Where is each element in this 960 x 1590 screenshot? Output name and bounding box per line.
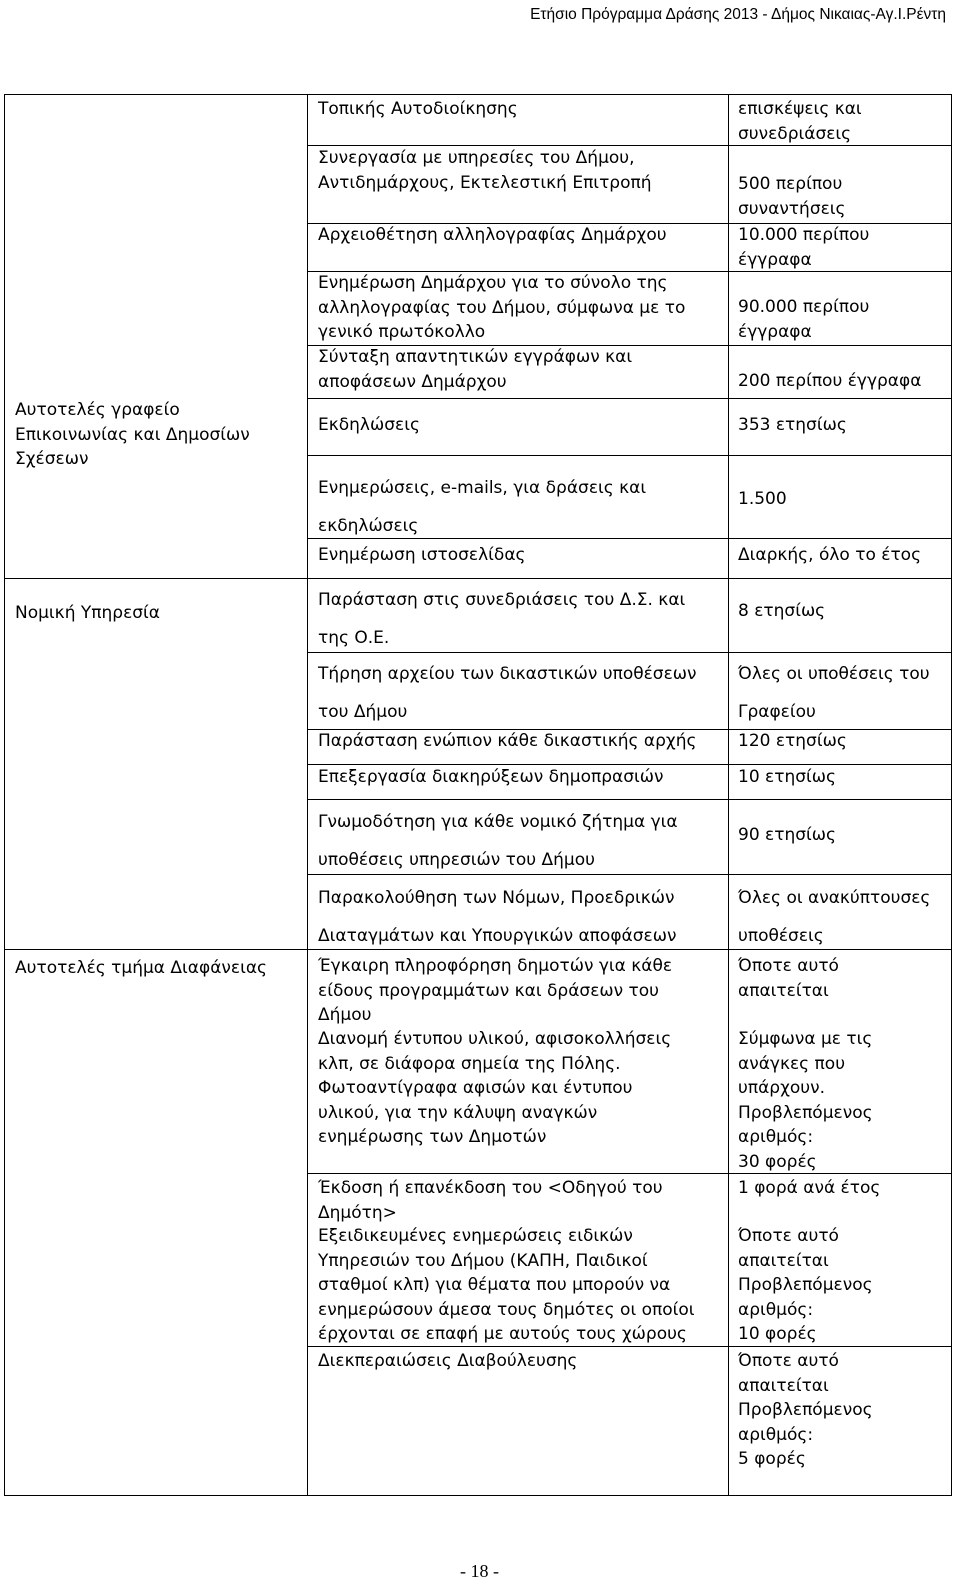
activity-cell-line: της Ο.Ε.: [318, 628, 390, 648]
activity-cell-line: Παράσταση ενώπιον κάθε δικαστικής αρχής: [318, 731, 697, 751]
activity-cell-line: κλπ, σε διάφορα σημεία της Πόλης.: [318, 1053, 621, 1074]
activity-cell: [318, 1027, 671, 1150]
target-cell: [738, 413, 847, 438]
target-cell-line: Όλες οι υποθέσεις του: [738, 664, 930, 684]
target-cell-line: Όποτε αυτό: [738, 1351, 839, 1371]
activity-cell-line: υλικού, για την κάλυψη αναγκών: [318, 1102, 598, 1123]
target-cell-line: Όποτε αυτό: [738, 956, 839, 976]
target-cell-line: Προβλεπόμενος: [738, 1102, 873, 1123]
activity-cell-line: ενημερώσουν άμεσα τους δημότες οι οποίοι: [318, 1299, 695, 1320]
target-cell-line: Γραφείου: [738, 702, 816, 722]
activity-cell: [318, 97, 518, 122]
activity-cell-line: Παρακολούθηση των Νόμων, Προεδρικών: [318, 888, 675, 908]
activity-cell-line: Συνεργασία με υπηρεσίες του Δήμου,: [318, 148, 635, 168]
target-cell: [738, 369, 921, 394]
target-cell-line: Προβλεπόμενος: [738, 1275, 873, 1295]
target-cell: [738, 954, 839, 1003]
activity-cell: [318, 765, 664, 790]
activity-cell-line: Φωτοαντίγραφα αφισών και έντυπου: [318, 1078, 633, 1098]
activity-cell-line: αλληλογραφίας του Δήμου, σύμφωνα με το: [318, 297, 686, 318]
activity-cell-line: Παράσταση στις συνεδριάσεις του Δ.Σ. και: [318, 590, 686, 610]
target-cell: [738, 879, 930, 955]
activity-cell-line: αποφάσεων Δημάρχου: [318, 371, 507, 392]
target-cell: [738, 1176, 880, 1201]
target-cell: [738, 543, 921, 568]
activity-cell-line: Αντιδημάρχους, Εκτελεστική Επιτροπή: [318, 172, 652, 193]
target-cell-line: 5 φορές: [738, 1449, 806, 1469]
target-cell-line: απαιτείται: [738, 1250, 829, 1271]
activity-cell: [318, 469, 646, 545]
activity-cell-line: Έκδοση ή επανέκδοση του <Οδηγού του: [318, 1178, 663, 1198]
target-cell-line: έγγραφα: [738, 249, 812, 270]
target-cell-line: υπάρχουν.: [738, 1078, 826, 1098]
target-cell-line: απαιτείται: [738, 980, 829, 1001]
target-cell: [738, 1027, 873, 1174]
activity-cell-line: Διεκπεραιώσεις Διαβούλευσης: [318, 1351, 578, 1371]
target-cell-line: 200 περίπου έγγραφα: [738, 371, 922, 391]
target-cell-line: αριθμός:: [738, 1424, 814, 1445]
target-cell-line: 10.000 περίπου: [738, 225, 870, 245]
target-cell: [738, 1224, 873, 1347]
column-rule: [307, 95, 308, 1495]
row-rule: [307, 455, 951, 456]
target-cell-line: Όποτε αυτό: [738, 1226, 839, 1246]
activity-cell: [318, 879, 676, 955]
activity-cell-line: Σύνταξη απαντητικών εγγράφων και: [318, 347, 633, 367]
section-name: [15, 601, 160, 626]
section-name-line: Νομική Υπηρεσία: [15, 603, 160, 623]
section-name-line: Σχέσεων: [15, 449, 89, 469]
target-cell-line: Όλες οι ανακύπτουσες: [738, 888, 931, 908]
activity-cell-line: Τοπικής Αυτοδιοίκησης: [318, 99, 518, 119]
activity-cell: [318, 543, 526, 568]
activity-cell-line: ενημέρωσης των Δημοτών: [318, 1127, 547, 1147]
activity-cell: [318, 146, 652, 195]
target-cell-line: έγγραφα: [738, 321, 812, 342]
target-cell-line: συνεδριάσεις: [738, 123, 852, 144]
target-cell-line: αριθμός:: [738, 1299, 814, 1320]
activity-cell-line: Δημότη>: [318, 1202, 397, 1223]
activity-cell-line: του Δήμου: [318, 702, 408, 722]
target-cell-line: επισκέψεις και: [738, 99, 862, 119]
section-name-line: Αυτοτελές γραφείο: [15, 400, 180, 420]
target-cell: [738, 295, 869, 344]
target-cell-line: 10 φορές: [738, 1324, 817, 1344]
activity-cell: [318, 223, 667, 248]
target-cell-line: 10 ετησίως: [738, 767, 836, 787]
target-cell-line: Σύμφωνα με τις: [738, 1029, 873, 1049]
activity-cell-line: είδους προγραμμάτων και δράσεων του: [318, 980, 660, 1001]
activity-cell: [318, 729, 696, 754]
target-cell-line: αριθμός:: [738, 1127, 814, 1147]
activity-cell-line: Αρχειοθέτηση αλληλογραφίας Δημάρχου: [318, 225, 667, 245]
target-cell: [738, 765, 836, 790]
target-cell-line: 353 ετησίως: [738, 415, 847, 435]
target-cell-line: 8 ετησίως: [738, 601, 826, 621]
row-rule: [307, 799, 951, 800]
target-cell: [738, 655, 930, 731]
target-cell-line: ανάγκες που: [738, 1053, 846, 1074]
target-cell: [738, 223, 869, 272]
target-cell: [738, 823, 836, 848]
activity-cell: [318, 271, 685, 345]
target-cell: [738, 97, 862, 146]
activity-cell: [318, 413, 420, 438]
activity-cell-line: Εκδηλώσεις: [318, 415, 420, 435]
activity-cell: [318, 581, 685, 657]
target-cell-line: 90.000 περίπου: [738, 297, 870, 317]
target-cell-line: Διαρκής, όλο το έτος: [738, 545, 922, 565]
activity-cell-line: Ενημέρωση Δημάρχου για το σύνολο της: [318, 273, 668, 293]
activity-cell-line: Γνωμοδότηση για κάθε νομικό ζήτημα για: [318, 812, 678, 832]
target-cell-line: συναντήσεις: [738, 198, 846, 219]
column-rule: [728, 95, 729, 1495]
activity-cell: [318, 1224, 695, 1347]
target-cell: [738, 729, 847, 754]
target-cell-line: 120 ετησίως: [738, 731, 847, 751]
target-cell-line: 500 περίπου: [738, 174, 843, 194]
activity-cell: [318, 345, 632, 394]
activity-cell-line: Υπηρεσιών του Δήμου (ΚΑΠΗ, Παιδικοί: [318, 1250, 648, 1271]
activity-cell-line: Διανομή έντυπου υλικού, αφισοκολλήσεις: [318, 1029, 672, 1049]
row-rule: [307, 398, 951, 399]
target-cell-line: Προβλεπόμενος: [738, 1400, 873, 1420]
target-cell: [738, 487, 787, 512]
activity-cell-line: γενικό πρωτόκολλο: [318, 322, 486, 342]
target-cell-line: 30 φορές: [738, 1151, 817, 1172]
target-cell-line: 1.500: [738, 489, 787, 509]
row-rule: [5, 578, 951, 579]
section-name: [15, 956, 267, 981]
activity-cell-line: Επεξεργασία διακηρύξεων δημοπρασιών: [318, 767, 664, 787]
target-cell: [738, 172, 846, 221]
activity-cell: [318, 655, 697, 731]
activity-cell-line: σταθμοί κλπ) για θέματα που μπορούν να: [318, 1275, 671, 1295]
activity-cell: [318, 1176, 663, 1225]
activity-cell-line: Διαταγμάτων και Υπουργικών αποφάσεων: [318, 926, 677, 946]
activity-table: [4, 94, 952, 1496]
target-cell-line: 1 φορά ανά έτος: [738, 1178, 881, 1198]
activity-cell-line: υποθέσεις υπηρεσιών του Δήμου: [318, 850, 595, 870]
target-cell-line: υποθέσεις: [738, 926, 824, 946]
target-cell: [738, 1349, 873, 1472]
section-name-line: Αυτοτελές τμήμα Διαφάνειας: [15, 958, 268, 978]
target-cell-line: 90 ετησίως: [738, 825, 836, 845]
activity-cell: [318, 803, 678, 879]
activity-cell: [318, 954, 672, 1028]
activity-cell: [318, 1349, 577, 1374]
activity-cell-line: Ενημερώσεις, e-mails, για δράσεις και: [318, 478, 647, 498]
section-name: [15, 398, 250, 472]
activity-cell-line: Ενημέρωση ιστοσελίδας: [318, 545, 526, 565]
activity-cell-line: Δήμου: [318, 1005, 372, 1025]
activity-cell-line: έρχονται σε επαφή με αυτούς τους χώρους: [318, 1324, 687, 1344]
target-cell-line: απαιτείται: [738, 1375, 829, 1396]
activity-cell-line: εκδηλώσεις: [318, 516, 419, 536]
activity-cell-line: Εξειδικευμένες ενημερώσεις ειδικών: [318, 1226, 633, 1246]
page-number: - 18 -: [460, 1561, 499, 1581]
section-name-line: Επικοινωνίας και Δημοσίων: [15, 424, 250, 445]
activity-cell-line: Έγκαιρη πληροφόρηση δημοτών για κάθε: [318, 956, 673, 976]
page-header: Ετήσιο Πρόγραμμα Δράσης 2013 - Δήμος Νικαιας-Αγ.Ι.Ρέντη: [530, 6, 946, 23]
activity-cell-line: Τήρηση αρχείου των δικαστικών υποθέσεων: [318, 664, 697, 684]
target-cell: [738, 599, 825, 624]
